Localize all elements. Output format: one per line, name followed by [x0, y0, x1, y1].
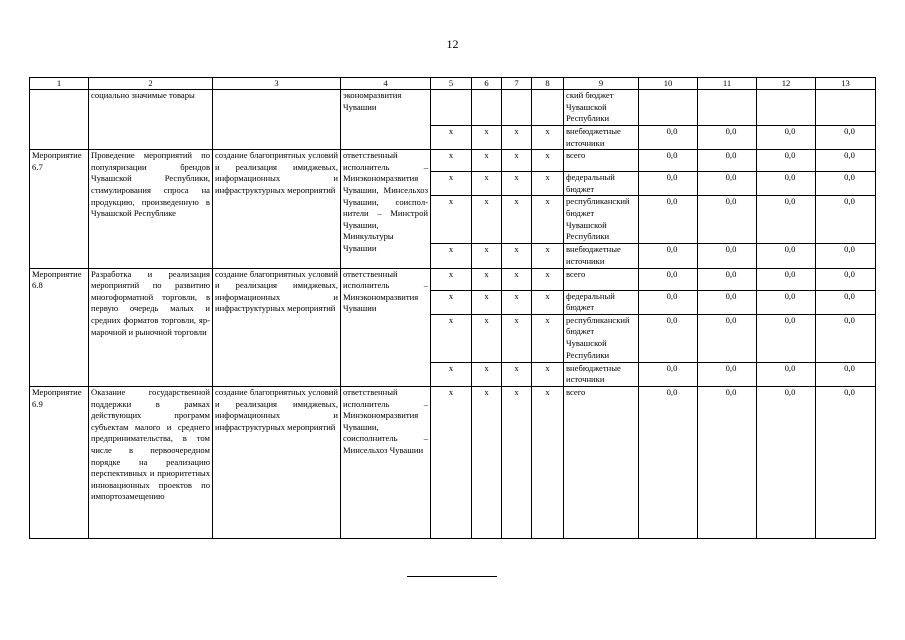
code-cell: x: [431, 150, 472, 172]
value-cell: 0,0: [698, 362, 757, 386]
executor-cell: ответственный исполнитель – Минэкономразвития Чувашии: [341, 268, 431, 386]
code-cell: x: [472, 150, 502, 172]
value-cell: 0,0: [816, 314, 876, 362]
value-cell: 0,0: [639, 268, 698, 290]
measure-name-cell: Проведение мероприятий по популяризации брендов Чувашской Республики, стимулирования спроса на продукцию, произведенную в Чувашской Республике: [89, 150, 213, 268]
measure-goal-cell: [213, 90, 341, 150]
column-number: 5: [431, 78, 472, 90]
code-cell: x: [431, 290, 472, 314]
code-cell: x: [502, 196, 532, 244]
code-cell: x: [532, 314, 564, 362]
value-cell: 0,0: [757, 244, 816, 268]
code-cell: x: [532, 150, 564, 172]
code-cell: x: [472, 172, 502, 196]
value-cell: 0,0: [698, 196, 757, 244]
code-cell: x: [502, 172, 532, 196]
code-cell: [431, 90, 472, 126]
code-cell: x: [502, 314, 532, 362]
column-number: 7: [502, 78, 532, 90]
value-cell: 0,0: [816, 362, 876, 386]
value-cell: 0,0: [816, 290, 876, 314]
value-cell: 0,0: [816, 268, 876, 290]
value-cell: 0,0: [698, 126, 757, 150]
measure-id-cell: Мероприятие 6.7: [30, 150, 89, 268]
value-cell: 0,0: [698, 268, 757, 290]
value-cell: 0,0: [816, 126, 876, 150]
value-cell: 0,0: [816, 386, 876, 538]
funding-source-cell: федеральный бюджет: [564, 290, 639, 314]
funding-source-cell: всего: [564, 268, 639, 290]
measure-goal-cell: создание благоприятных условий и реализация имиджевых, информационных и инфраструктурных мероприятий: [213, 268, 341, 386]
value-cell: 0,0: [816, 244, 876, 268]
code-cell: x: [431, 362, 472, 386]
funding-source-cell: ский бюджет Чувашской Республики: [564, 90, 639, 126]
code-cell: x: [502, 126, 532, 150]
column-number: 8: [532, 78, 564, 90]
column-number: 4: [341, 78, 431, 90]
value-cell: 0,0: [698, 290, 757, 314]
value-cell: 0,0: [757, 150, 816, 172]
column-number: 6: [472, 78, 502, 90]
value-cell: 0,0: [698, 244, 757, 268]
table-row: [30, 386, 876, 538]
code-cell: x: [472, 314, 502, 362]
code-cell: [502, 90, 532, 126]
value-cell: 0,0: [698, 386, 757, 538]
code-cell: [472, 90, 502, 126]
funding-source-cell: республиканский бюджет Чувашской Республики: [564, 196, 639, 244]
table-row: [30, 268, 876, 290]
value-cell: [816, 90, 876, 126]
measure-id-cell: [30, 90, 89, 150]
code-cell: x: [472, 196, 502, 244]
code-cell: x: [472, 386, 502, 538]
value-cell: 0,0: [757, 126, 816, 150]
code-cell: x: [472, 362, 502, 386]
code-cell: x: [431, 172, 472, 196]
value-cell: 0,0: [698, 314, 757, 362]
column-number: 11: [698, 78, 757, 90]
funding-source-cell: всего: [564, 386, 639, 538]
value-cell: 0,0: [639, 196, 698, 244]
column-number: 13: [816, 78, 876, 90]
value-cell: 0,0: [639, 172, 698, 196]
value-cell: 0,0: [639, 386, 698, 538]
value-cell: 0,0: [757, 268, 816, 290]
code-cell: x: [532, 126, 564, 150]
column-number: 10: [639, 78, 698, 90]
value-cell: 0,0: [757, 314, 816, 362]
executor-cell: экономразвития Чувашии: [341, 90, 431, 150]
measure-name-cell: Разработка и реализация мероприятий по развитию многоформатной торговли, в первую очередь малых и средних форматов торговли, ярмарочной и рыночной торговли: [89, 268, 213, 386]
value-cell: 0,0: [816, 172, 876, 196]
measure-name-cell: Оказание государственной поддержки в рамках действующих программ субъектам малого и среднего предпринимательства, в том числе в первоочередном порядке на реализацию перспективных и приоритетных инновационных проектов по импортозамещению: [89, 386, 213, 538]
executor-cell: ответственный исполнитель – Минэкономразвития Чувашии, Минсельхоз Чувашии, соисполнители – Минстрой Чувашии, Минкультуры Чувашии: [341, 150, 431, 268]
column-number: 2: [89, 78, 213, 90]
code-cell: x: [502, 268, 532, 290]
code-cell: x: [431, 126, 472, 150]
code-cell: x: [502, 150, 532, 172]
code-cell: x: [502, 244, 532, 268]
value-cell: 0,0: [639, 362, 698, 386]
column-number: 1: [30, 78, 89, 90]
funding-source-cell: внебюджетные источники: [564, 244, 639, 268]
code-cell: x: [472, 126, 502, 150]
table-row: [30, 90, 876, 126]
footnote-separator: [407, 576, 497, 577]
value-cell: [639, 90, 698, 126]
measures-table: [29, 77, 876, 539]
column-number: 12: [757, 78, 816, 90]
value-cell: 0,0: [698, 172, 757, 196]
code-cell: x: [431, 314, 472, 362]
code-cell: x: [532, 290, 564, 314]
value-cell: 0,0: [639, 150, 698, 172]
measure-name-cell: социально значимые товары: [89, 90, 213, 150]
table-row: [30, 150, 876, 172]
measure-id-cell: Мероприятие 6.8: [30, 268, 89, 386]
executor-cell: ответственный исполнитель – Минэкономразвития Чувашии, соисполнитель – Минсельхоз Чувашии: [341, 386, 431, 538]
funding-source-cell: республиканский бюджет Чувашской Республики: [564, 314, 639, 362]
code-cell: x: [431, 244, 472, 268]
value-cell: 0,0: [757, 386, 816, 538]
measure-goal-cell: создание благоприятных условий и реализация имиджевых, информационных и инфраструктурных мероприятий: [213, 150, 341, 268]
column-number: 9: [564, 78, 639, 90]
code-cell: x: [472, 268, 502, 290]
value-cell: [698, 90, 757, 126]
value-cell: 0,0: [639, 314, 698, 362]
value-cell: 0,0: [757, 290, 816, 314]
page-number: 12: [446, 37, 459, 51]
value-cell: 0,0: [639, 244, 698, 268]
measure-goal-cell: создание благоприятных условий и реализация имиджевых, информационных и инфраструктурных мероприятий: [213, 386, 341, 538]
code-cell: x: [502, 386, 532, 538]
value-cell: 0,0: [757, 172, 816, 196]
code-cell: x: [472, 244, 502, 268]
code-cell: [532, 90, 564, 126]
code-cell: x: [532, 244, 564, 268]
funding-source-cell: федеральный бюджет: [564, 172, 639, 196]
value-cell: [757, 90, 816, 126]
measure-id-cell: Мероприятие 6.9: [30, 386, 89, 538]
code-cell: x: [502, 362, 532, 386]
value-cell: 0,0: [757, 196, 816, 244]
funding-source-cell: внебюджетные источники: [564, 362, 639, 386]
column-number-row: [30, 78, 876, 90]
code-cell: x: [532, 386, 564, 538]
code-cell: x: [431, 196, 472, 244]
code-cell: x: [502, 290, 532, 314]
code-cell: x: [532, 196, 564, 244]
code-cell: x: [532, 362, 564, 386]
column-number: 3: [213, 78, 341, 90]
value-cell: 0,0: [757, 362, 816, 386]
funding-source-cell: внебюджетные источники: [564, 126, 639, 150]
code-cell: x: [431, 386, 472, 538]
code-cell: x: [472, 290, 502, 314]
code-cell: x: [532, 268, 564, 290]
value-cell: 0,0: [816, 196, 876, 244]
code-cell: x: [532, 172, 564, 196]
funding-source-cell: всего: [564, 150, 639, 172]
code-cell: x: [431, 268, 472, 290]
value-cell: 0,0: [639, 126, 698, 150]
value-cell: 0,0: [698, 150, 757, 172]
value-cell: 0,0: [639, 290, 698, 314]
value-cell: 0,0: [816, 150, 876, 172]
